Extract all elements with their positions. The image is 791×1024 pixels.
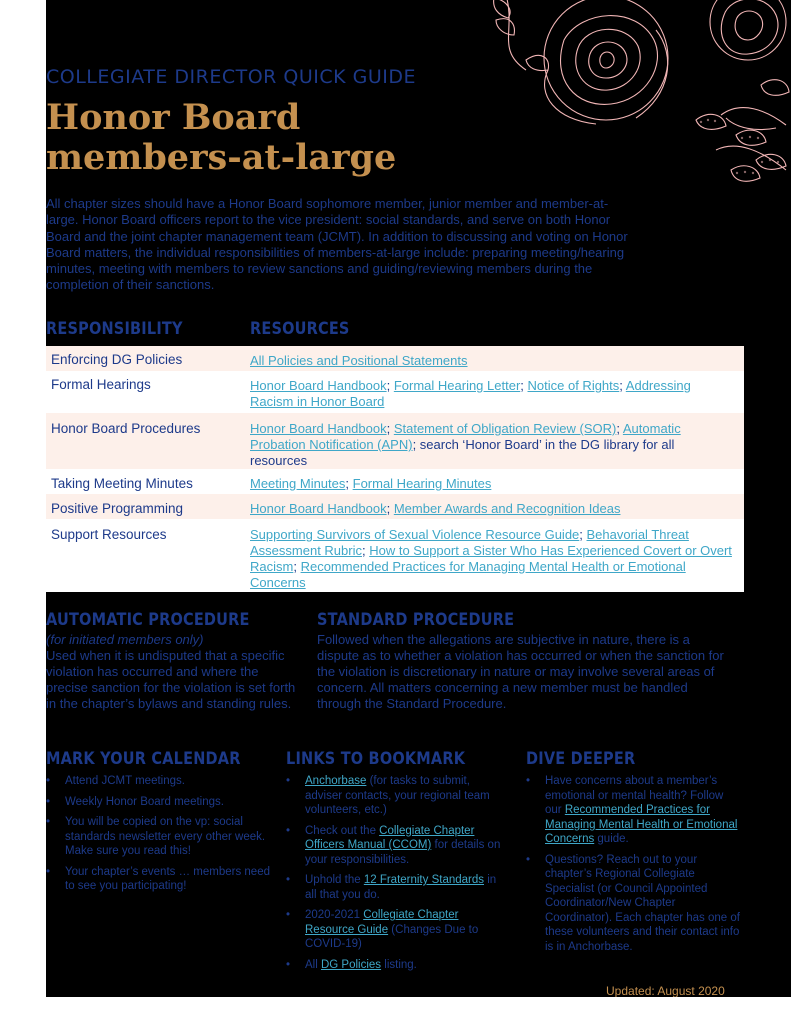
row-responsibility: Honor Board Procedures xyxy=(51,421,201,436)
list-item: • Your chapter’s events … members need to see you participating! xyxy=(46,865,274,894)
intro-paragraph: All chapter sizes should have a Honor Board sophomore member, junior member and member-at-large. Honor Board officers report to the vice president: social standards, and serve on both Honor Board and the joint chapter management team (JCMT). In addition to discussing and voting on Honor Board matters, the individual responsibilities of members-at-large include: preparing meeting/hearing minutes, meeting with members to review sanctions and guiding/reviewing members during the completion of their sanctions. xyxy=(46,196,628,293)
eyebrow-title: COLLEGIATE DIRECTOR QUICK GUIDE xyxy=(46,66,417,88)
resource-guide-link[interactable]: Collegiate Chapter Resource Guide xyxy=(305,909,459,936)
title-line-1: Honor Board xyxy=(46,97,301,138)
mark-calendar-title: MARK YOUR CALENDAR xyxy=(46,750,241,769)
list-item: • 2020-2021 Collegiate Chapter Resource Guide (Changes Due to COVID-19) xyxy=(286,908,506,952)
table-row xyxy=(46,346,744,371)
resource-text: ; search ‘Honor Board’ in the DG library for all resources xyxy=(250,437,675,468)
table-row xyxy=(46,519,744,592)
resource-link[interactable]: Honor Board Handbook xyxy=(250,501,387,516)
resource-link[interactable]: Member Awards and Recognition Ideas xyxy=(393,501,621,516)
table-row xyxy=(46,494,744,519)
automatic-procedure-body xyxy=(46,632,301,712)
table-row xyxy=(46,371,744,413)
automatic-procedure-subtitle: (for initiated members only) xyxy=(46,632,204,647)
resource-link[interactable]: All Policies and Positional Statements xyxy=(250,353,468,368)
table-row xyxy=(46,469,744,494)
standard-procedure-title: STANDARD PROCEDURE xyxy=(317,611,515,630)
standard-procedure-body: Followed when the allegations are subjective in nature, there is a dispute as to whether a violation has occurred or when the sanction for the violation is discretionary in nature or may involve several areas of concern. All matters concerning a new member must be handled through the Standard Procedure. xyxy=(317,632,724,711)
resource-link[interactable]: Formal Hearing Minutes xyxy=(352,476,492,491)
col-header-responsibility: RESPONSIBILITY xyxy=(46,320,183,339)
list-item: • Questions? Reach out to your chapter’s Regional Collegiate Specialist (or Council Appointed Coordinator/New Chapter Coordinator). Each chapter has one of these volunteers and their contact info is in Anchorbase. xyxy=(526,853,741,955)
row-resources xyxy=(250,353,735,369)
resource-link[interactable]: Behavorial Threat Assessment Rubric xyxy=(250,527,689,558)
resource-link[interactable]: Statement of Obligation Review (SOR) xyxy=(393,421,617,436)
list-item: • Uphold the 12 Fraternity Standards in all that you do. xyxy=(286,873,506,902)
resource-link[interactable]: Meeting Minutes xyxy=(250,476,346,491)
list-item: • All DG Policies listing. xyxy=(286,958,506,973)
row-resources: Honor Board Handbook; Member Awards and Recognition Ideas xyxy=(250,501,621,516)
bookmark-list xyxy=(286,774,506,978)
resource-link[interactable]: Supporting Survivors of Sexual Violence Resource Guide xyxy=(250,527,580,542)
row-responsibility: Support Resources xyxy=(51,527,167,542)
row-resources: Meeting Minutes; Formal Hearing Minutes xyxy=(250,476,492,491)
row-responsibility: Positive Programming xyxy=(51,501,184,516)
row-responsibility: Formal Hearings xyxy=(51,377,151,392)
guide-page xyxy=(46,0,791,997)
list-item: • Attend JCMT meetings. xyxy=(46,774,274,789)
list-item: • Anchorbase (for tasks to submit, adviser contacts, your regional team volunteers, etc.) xyxy=(286,774,506,818)
list-item: • You will be copied on the vp: social standards newsletter every other week. Make sure you read this! xyxy=(46,815,274,859)
page-title xyxy=(46,98,396,178)
list-item: • Check out the Collegiate Chapter Officers Manual (CCOM) for details on your responsibilities. xyxy=(286,824,506,868)
links-bookmark-title: LINKS TO BOOKMARK xyxy=(286,750,466,769)
automatic-procedure-text: Used when it is undisputed that a specific violation has occurred and where the precise sanction for the violation is set forth in the chapter’s bylaws and standing rules. xyxy=(46,648,296,711)
row-responsibility: Taking Meeting Minutes xyxy=(51,476,193,491)
list-item: • Weekly Honor Board meetings. xyxy=(46,795,274,810)
updated-date: Updated: August 2020 xyxy=(606,984,725,997)
resource-link[interactable]: Recommended Practices for Managing Mental Health or Emotional Concerns xyxy=(250,559,686,590)
row-resources: Honor Board Handbook; Formal Hearing Letter; Notice of Rights; Addressing Racism in Honor Board xyxy=(250,378,691,409)
calendar-list xyxy=(46,774,274,900)
resource-link[interactable]: Notice of Rights xyxy=(527,378,620,393)
resource-link[interactable]: Formal Hearing Letter xyxy=(393,378,521,393)
resource-link[interactable]: How to Support a Sister Who Has Experienced Covert or Overt Racism xyxy=(250,543,732,574)
col-header-resources: RESOURCES xyxy=(250,320,350,339)
fraternity-standards-link[interactable]: 12 Fraternity Standards xyxy=(363,874,484,886)
resource-link[interactable]: Addressing Racism in Honor Board xyxy=(250,378,691,409)
automatic-procedure-title: AUTOMATIC PROCEDURE xyxy=(46,611,250,630)
title-line-2: members-at-large xyxy=(46,137,397,178)
mental-health-link[interactable]: Recommended Practices for Managing Mental Health or Emotional Concerns xyxy=(545,804,738,845)
row-responsibility: Enforcing DG Policies xyxy=(51,352,183,367)
anchorbase-link[interactable]: Anchorbase xyxy=(305,775,367,787)
resource-link[interactable]: Automatic Probation Notification (APN) xyxy=(250,421,681,452)
resource-link[interactable]: Honor Board Handbook xyxy=(250,421,387,436)
rose-illustration xyxy=(486,0,791,200)
row-resources: Supporting Survivors of Sexual Violence Resource Guide; Behavorial Threat Assessment Rubric; How to Support a Sister Who Has Experienced Covert or Overt Racism; Recommended Practices for Managing Mental Health or Emotional Concerns xyxy=(250,527,732,590)
deeper-list xyxy=(526,774,741,960)
table-row xyxy=(46,413,744,469)
ccom-link[interactable]: Collegiate Chapter Officers Manual (CCOM) xyxy=(305,824,475,851)
dive-deeper-title: DIVE DEEPER xyxy=(526,750,636,769)
dg-policies-link[interactable]: DG Policies xyxy=(320,958,382,971)
row-resources: Honor Board Handbook; Statement of Obligation Review (SOR); Automatic Probation Notification (APN); search ‘Honor Board’ in the DG library for all resources xyxy=(250,421,681,468)
list-item: • Have concerns about a member’s emotional or mental health? Follow our Recommended Practices for Managing Mental Health or Emotional Concerns guide. xyxy=(526,774,741,847)
resource-link[interactable]: Honor Board Handbook xyxy=(250,378,387,393)
